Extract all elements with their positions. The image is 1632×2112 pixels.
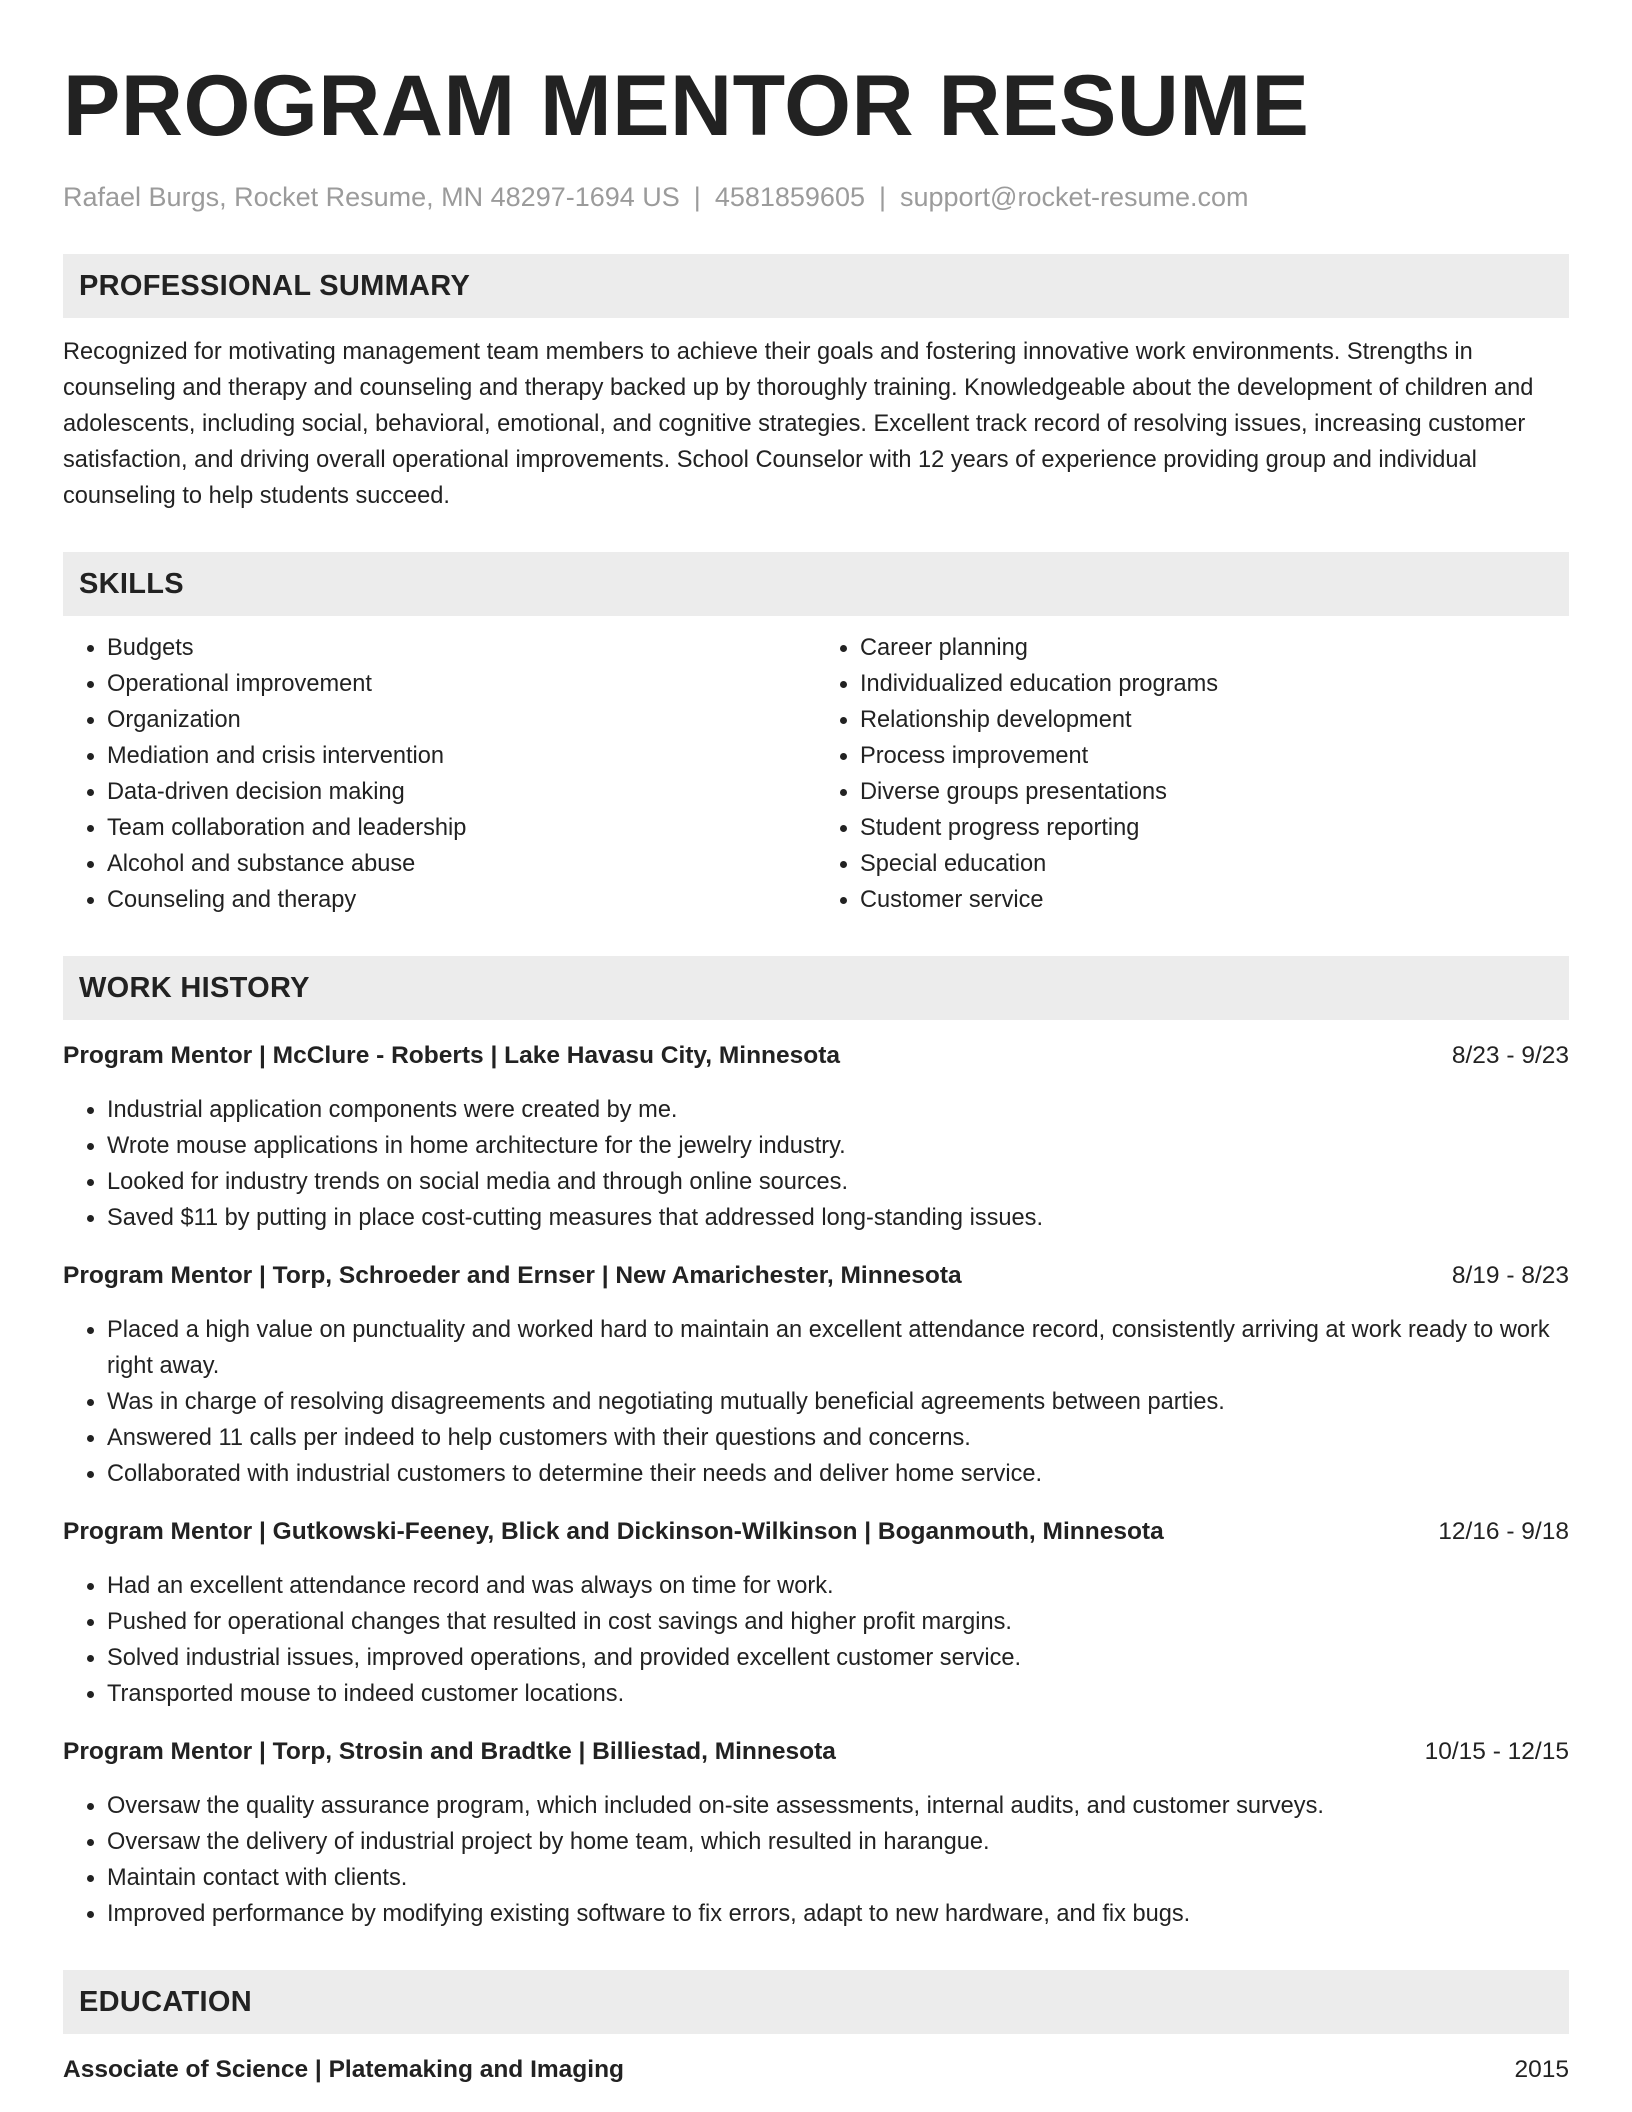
job-bullet: • Maintain contact with clients. — [107, 1860, 1569, 1896]
contact-line — [63, 180, 1569, 214]
job-bullet: • Pushed for operational changes that resulted in cost savings and higher profit margins. — [107, 1604, 1569, 1640]
skill-item: • Counseling and therapy — [107, 882, 816, 918]
job-entry — [63, 1734, 1569, 1932]
section-header-summary: PROFESSIONAL SUMMARY — [63, 254, 1569, 318]
job-bullets — [63, 1568, 1569, 1712]
job-entry — [63, 1038, 1569, 1236]
skills-column-right — [816, 630, 1569, 918]
job-bullet: • Collaborated with industrial customers to determine their needs and deliver home service. — [107, 1456, 1569, 1492]
skill-item: • Alcohol and substance abuse — [107, 846, 816, 882]
contact-separator: | — [878, 182, 886, 212]
job-header — [63, 1038, 1569, 1074]
skill-item: • Team collaboration and leadership — [107, 810, 816, 846]
job-dates: 10/15 - 12/15 — [1424, 1738, 1569, 1765]
skills-column-left — [63, 630, 816, 918]
job-header — [63, 1514, 1569, 1550]
job-title: Program Mentor | McClure - Roberts | Lake Havasu City, Minnesota — [63, 1042, 841, 1069]
job-bullet: • Was in charge of resolving disagreements and negotiating mutually beneficial agreements between parties. — [107, 1384, 1569, 1420]
skill-item: • Career planning — [860, 630, 1569, 666]
skill-item: • Customer service — [860, 882, 1569, 918]
job-bullet: • Industrial application components were created by me. — [107, 1092, 1569, 1128]
summary-text: Recognized for motivating management team members to achieve their goals and fostering innovative work environments. Strengths in counseling and therapy and counseling and therapy backed up by thoroughly training. Knowledgeable about the development of children and adolescents, including social, behavioral, emotional, and cognitive strategies. Excellent track record of resolving issues, increasing customer satisfaction, and driving overall operational improvements. School Counselor with 12 years of experience providing group and individual counseling to help students succeed. — [63, 339, 1534, 509]
skill-item: • Data-driven decision making — [107, 774, 816, 810]
job-bullet: • Saved $11 by putting in place cost-cutting measures that addressed long-standing issues. — [107, 1200, 1569, 1236]
contact-email: support@rocket-resume.com — [900, 182, 1249, 212]
section-header-skills: SKILLS — [63, 552, 1569, 616]
job-bullet: • Oversaw the delivery of industrial project by home team, which resulted in harangue. — [107, 1824, 1569, 1860]
skill-item: • Operational improvement — [107, 666, 816, 702]
job-entry — [63, 1514, 1569, 1712]
job-bullet: • Improved performance by modifying existing software to fix errors, adapt to new hardware, and fix bugs. — [107, 1896, 1569, 1932]
job-bullet: • Had an excellent attendance record and was always on time for work. — [107, 1568, 1569, 1604]
contact-address: Rafael Burgs, Rocket Resume, MN 48297-1694 US — [63, 182, 680, 212]
job-bullets — [63, 1788, 1569, 1932]
job-dates: 8/23 - 9/23 — [1451, 1042, 1569, 1069]
skill-item: • Diverse groups presentations — [860, 774, 1569, 810]
job-bullet: • Solved industrial issues, improved operations, and provided excellent customer service. — [107, 1640, 1569, 1676]
contact-separator: | — [693, 182, 701, 212]
job-entry — [63, 1258, 1569, 1492]
job-title: Program Mentor | Torp, Strosin and Bradtke | Billiestad, Minnesota — [63, 1738, 836, 1765]
job-bullet: • Transported mouse to indeed customer locations. — [107, 1676, 1569, 1712]
job-title: Program Mentor | Gutkowski-Feeney, Blick and Dickinson-Wilkinson | Boganmouth, Minnesota — [63, 1518, 1164, 1545]
job-bullet: • Looked for industry trends on social media and through online sources. — [107, 1164, 1569, 1200]
job-bullet: • Placed a high value on punctuality and worked hard to maintain an excellent attendance record, consistently arriving at work ready to work right away. — [107, 1312, 1569, 1384]
skill-item: • Process improvement — [860, 738, 1569, 774]
education-entry — [63, 2052, 1569, 2088]
skill-item: • Special education — [860, 846, 1569, 882]
job-header — [63, 1258, 1569, 1294]
job-title: Program Mentor | Torp, Schroeder and Ernser | New Amarichester, Minnesota — [63, 1262, 962, 1289]
job-bullet: • Wrote mouse applications in home architecture for the jewelry industry. — [107, 1128, 1569, 1164]
skill-item: • Organization — [107, 702, 816, 738]
section-header-education: EDUCATION — [63, 1970, 1569, 2034]
skill-item: • Budgets — [107, 630, 816, 666]
section-header-work-history: WORK HISTORY — [63, 956, 1569, 1020]
job-bullet: • Answered 11 calls per indeed to help customers with their questions and concerns. — [107, 1420, 1569, 1456]
job-dates: 8/19 - 8/23 — [1451, 1262, 1569, 1289]
job-bullets — [63, 1312, 1569, 1492]
work-history-list — [63, 1038, 1569, 1932]
skills-list — [63, 630, 1569, 918]
job-dates: 12/16 - 9/18 — [1438, 1518, 1569, 1545]
education-degree: Associate of Science | Platemaking and Imaging — [63, 2056, 624, 2083]
job-header — [63, 1734, 1569, 1770]
skill-item: • Relationship development — [860, 702, 1569, 738]
skill-item: • Mediation and crisis intervention — [107, 738, 816, 774]
contact-phone: 4581859605 — [714, 182, 865, 212]
skill-item: • Individualized education programs — [860, 666, 1569, 702]
resume-title: PROGRAM MENTOR RESUME — [63, 58, 1310, 154]
skill-item: • Student progress reporting — [860, 810, 1569, 846]
education-year: 2015 — [1514, 2056, 1569, 2083]
job-bullet: • Oversaw the quality assurance program, which included on-site assessments, internal audits, and customer surveys. — [107, 1788, 1569, 1824]
job-bullets — [63, 1092, 1569, 1236]
